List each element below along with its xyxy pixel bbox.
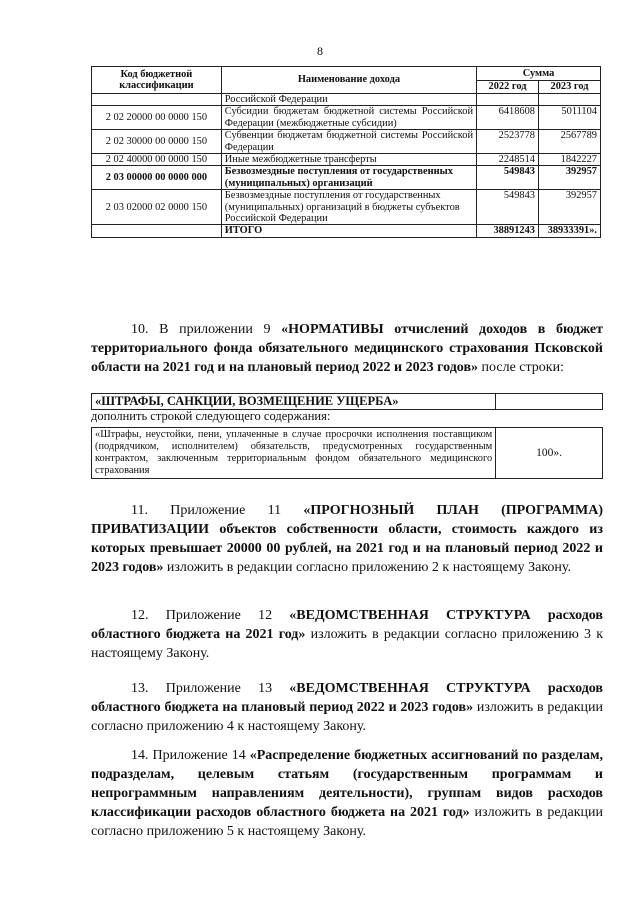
page-number: 8	[317, 44, 323, 58]
paragraph-12: 12. Приложение 12 «ВЕДОМСТВЕННАЯ СТРУКТУРА расходов областного бюджета на 2021 год» изложить в редакции согласно приложению 3 к настоящему Закону.	[91, 608, 603, 661]
norm-row-fines: «ШТРАФЫ, САНКЦИИ, ВОЗМЕЩЕНИЕ УЩЕРБА»	[91, 393, 603, 410]
budget-table	[91, 66, 601, 238]
table-row: 2 03 00000 00 0000 000 Безвозмездные поступления от государственных (муниципальных) организаций 549843 392957	[92, 166, 601, 190]
paragraph-10: 10. В приложении 9 «НОРМАТИВЫ отчислений доходов в бюджет территориального фонда обязательного медицинского страхования Псковской области на 2021 год и на плановый период 2022 и 2023 годов» после строки:	[91, 322, 603, 375]
table-row: 2 03 02000 02 0000 150 Безвозмездные поступления от государственных (муниципальных) организаций в бюджеты субъектов Российской Федерации 549843 392957	[92, 190, 601, 225]
table-row: ИТОГО 38891243 38933391».	[92, 225, 601, 237]
header-sum: Сумма	[477, 67, 601, 81]
paragraph-13: 13. Приложение 13 «ВЕДОМСТВЕННАЯ СТРУКТУРА расходов областного бюджета на плановый период 2022 и 2023 годов» изложить в редакции согласно приложению 4 к настоящему Закону.	[91, 681, 603, 734]
header-year-2022: 2022 год	[477, 81, 539, 94]
paragraph-11: 11. Приложение 11 «ПРОГНОЗНЫЙ ПЛАН (ПРОГРАММА) ПРИВАТИЗАЦИИ объектов собственности области, стоимость каждого из которых превышает 20000 00 рублей, на 2021 год и на плановый период 2022 и 2023 годов» изложить в редакции согласно приложению 2 к настоящему Закону.	[91, 503, 603, 575]
table-row: Российской Федерации	[92, 94, 601, 106]
table-row: 2 02 30000 00 0000 150 Субвенции бюджетам бюджетной системы Российской Федерации 2523778 2567789	[92, 130, 601, 154]
paragraph-14: 14. Приложение 14 «Распределение бюджетных ассигнований по разделам, подразделам, целевым статьям (государственным программам и непрограммным направлениям деятельности), группам видов расходов классификации расходов областного бюджета на 2021 год» изложить в редакции согласно приложению 5 к настоящему Закону.	[91, 748, 603, 839]
add-line-text: дополнить строкой следующего содержания:	[91, 409, 331, 423]
table-row: 2 02 20000 00 0000 150 Субсидии бюджетам бюджетной системы Российской Федерации (межбюджетные субсидии) 6418608 5011104	[92, 106, 601, 130]
header-year-2023: 2023 год	[539, 81, 601, 94]
table-row: 2 02 40000 00 0000 150 Иные межбюджетные трансферты 2248514 1842227	[92, 154, 601, 166]
norm-row-penalties: «Штрафы, неустойки, пени, уплаченные в случае просрочки исполнения поставщиком (подрядчиком, исполнителем) обязательств, предусмотренных государственным контрактом, заключенным территориальным фондом обязательного медицинского страхования 100».	[91, 427, 603, 479]
header-code: Код бюджетной классификации	[92, 67, 222, 94]
header-name: Наименование дохода	[221, 67, 476, 94]
